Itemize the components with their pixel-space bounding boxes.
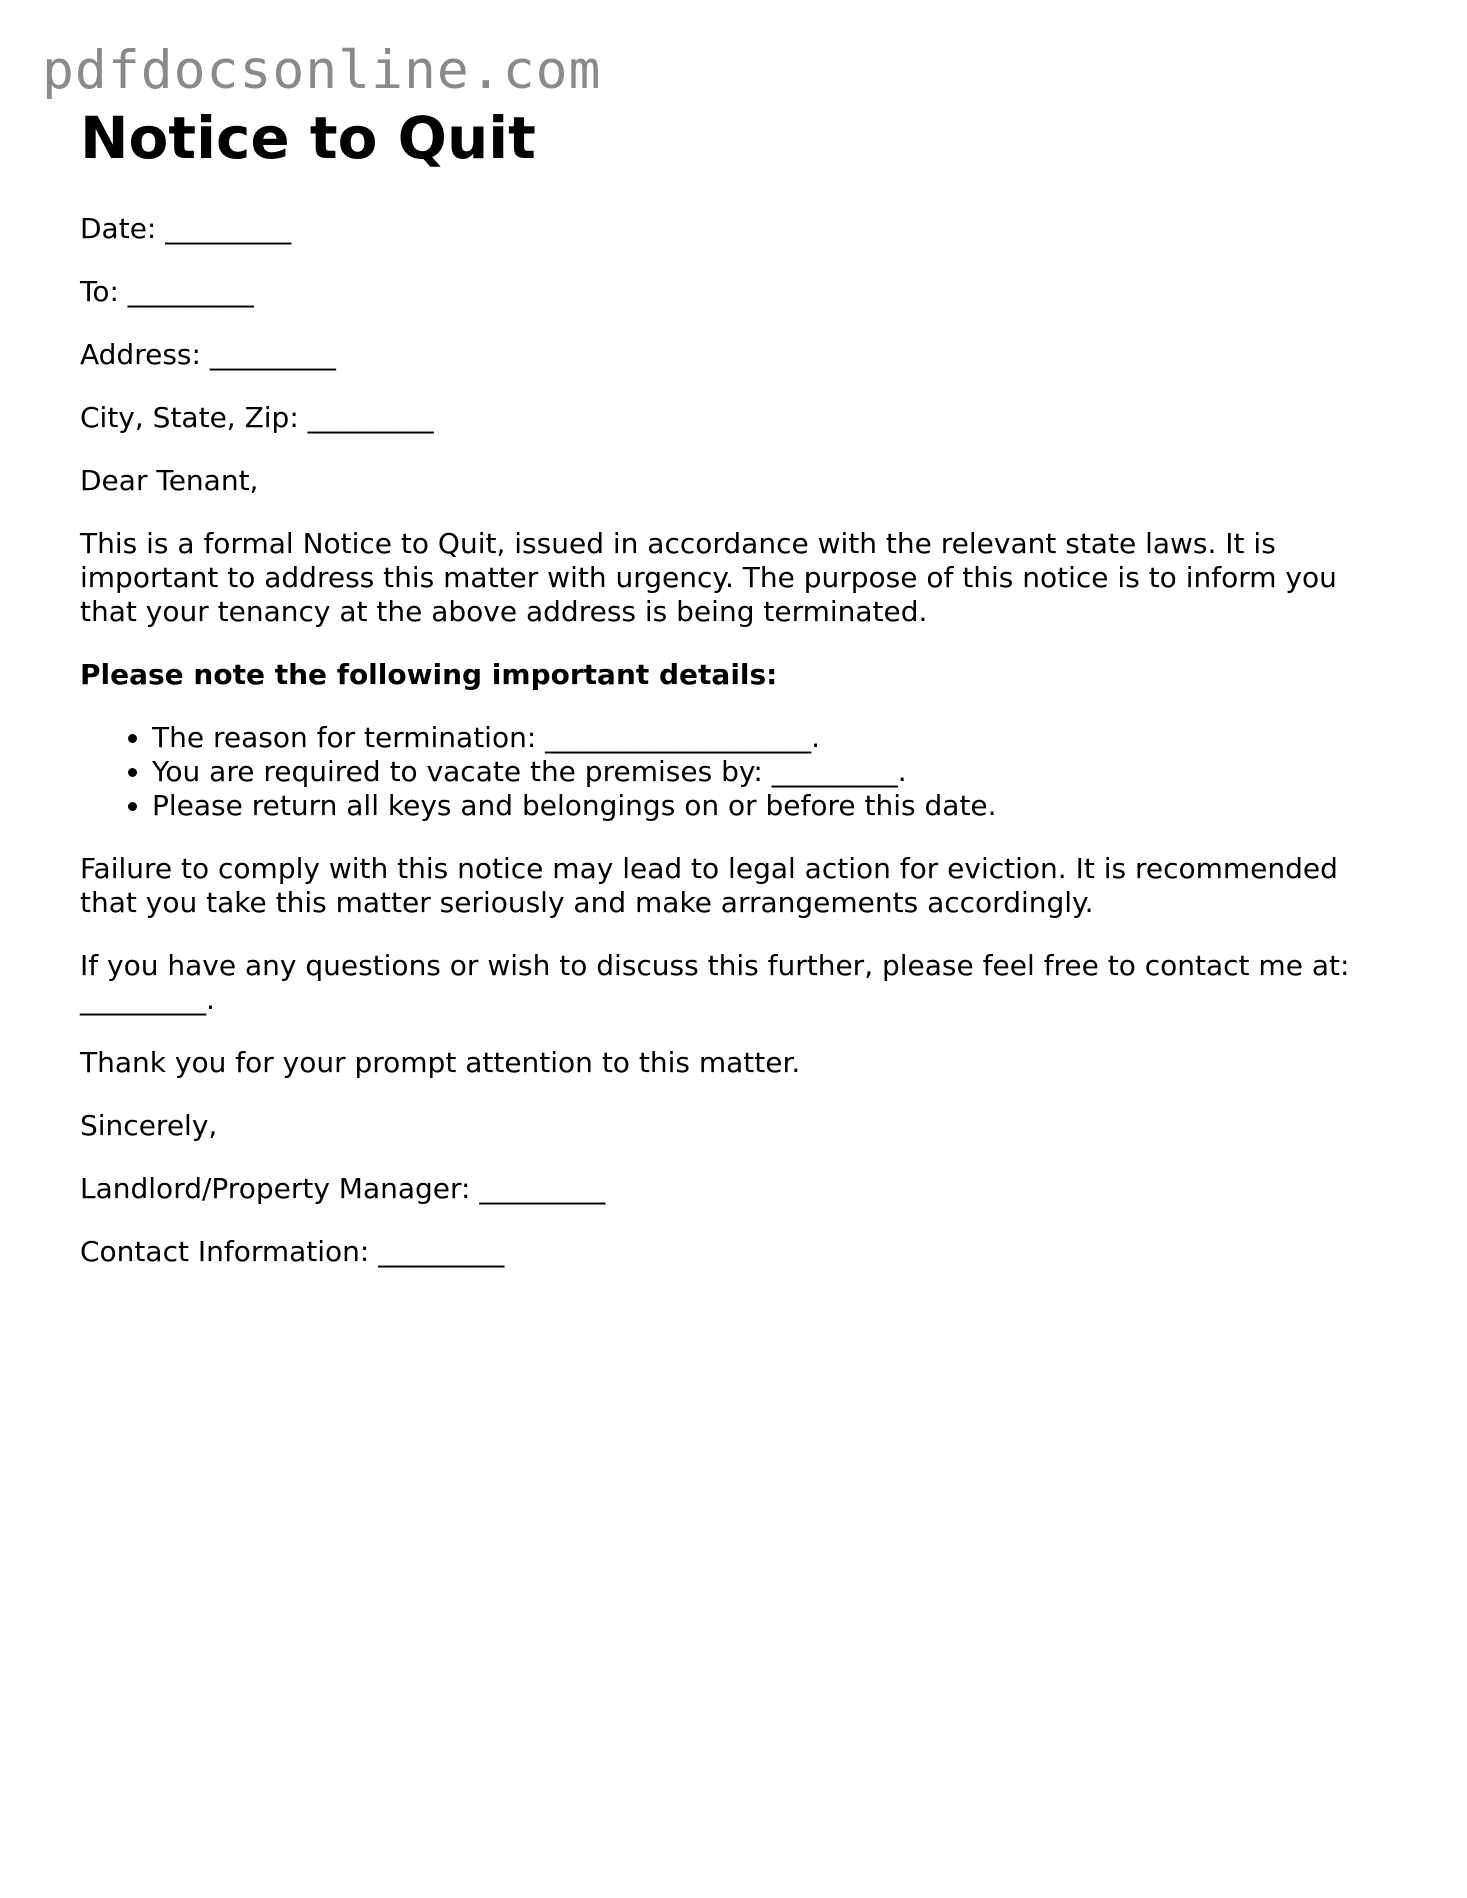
to-field: To: _________ — [80, 275, 254, 308]
date-field: Date: _________ — [80, 212, 292, 245]
details-list — [80, 721, 1400, 823]
watermark-text: pdfdocsonline.com — [42, 40, 602, 101]
document-title: Notice to Quit — [80, 104, 536, 172]
address-field: Address: _________ — [80, 338, 336, 371]
list-item: • The reason for termination: ___________________. — [152, 721, 1400, 755]
intro-paragraph: This is a formal Notice to Quit, issued in accordance with the relevant state laws. It is important to address this matter with urgency. The purpose of this notice is to inform you that your tenancy at the above address is being terminated. — [80, 527, 1337, 628]
thanks-paragraph: Thank you for your prompt attention to this matter. — [80, 1046, 801, 1079]
contact-paragraph: If you have any questions or wish to discuss this further, please feel free to contact me at: _________. — [80, 949, 1350, 1016]
closing: Sincerely, — [80, 1109, 218, 1142]
list-item: • Please return all keys and belongings on or before this date. — [152, 789, 1400, 823]
landlord-field: Landlord/Property Manager: _________ — [80, 1172, 606, 1205]
warning-paragraph: Failure to comply with this notice may lead to legal action for eviction. It is recommended that you take this matter seriously and make arrangements accordingly. — [80, 852, 1338, 919]
details-heading: Please note the following important details: — [80, 658, 778, 691]
contact-info-field: Contact Information: _________ — [80, 1235, 505, 1268]
list-item: • You are required to vacate the premises by: _________. — [152, 755, 1400, 789]
salutation: Dear Tenant, — [80, 464, 259, 497]
city-state-zip-field: City, State, Zip: _________ — [80, 401, 434, 434]
document-page — [80, 104, 1400, 1269]
